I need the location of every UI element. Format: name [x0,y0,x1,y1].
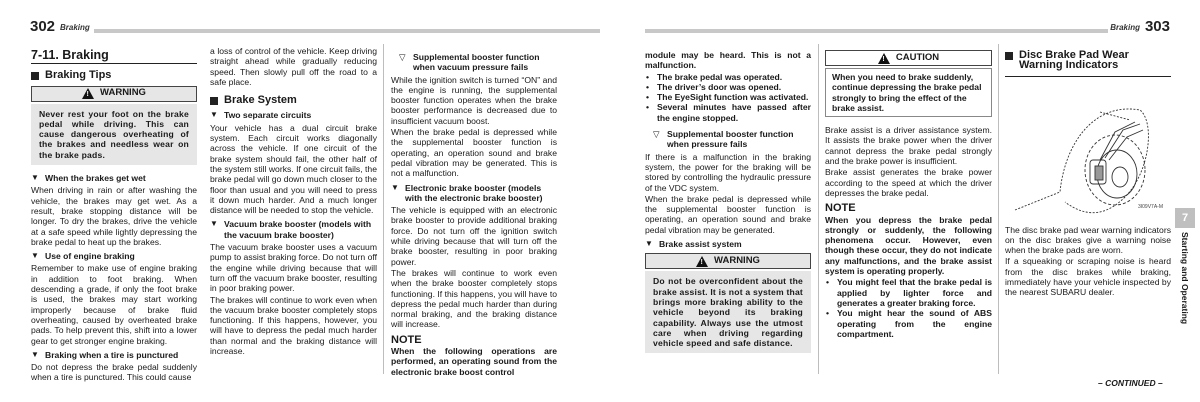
section-title-braking-tips: Braking Tips [31,70,197,80]
filled-triangle-icon: ▼ [391,182,399,192]
right-page-column-1 [645,50,811,361]
paragraph: The vehicle is equipped with an electronic brake booster to provide additional braking force. Do not turn off the ignition switch while driving because that will turn off the brake booster, resulting in poor braking power. [391,205,557,267]
page-number-left: 302 [30,18,56,35]
caution-body: When you need to brake suddenly, continue depressing the brake pedal strongly to bring the effect of the brake assist. [825,68,992,117]
column-divider [818,44,819,374]
chapter-tab-label: Starting and Operating [1180,232,1190,325]
section-title-brake-system: Brake System [210,95,377,105]
paragraph: When the brake pedal is depressed while the supplemental booster function is operating, an operation sound and brake pedal vibration may be generated. [645,193,811,235]
left-page-column-1 [31,50,197,384]
subheading-brake-assist: ▼ Brake assist system [645,239,742,250]
left-page-column-3 [391,48,557,378]
disc-brake-drawing [1005,82,1165,217]
list-item: • The EyeSight function was activated. [645,92,811,102]
paragraph: The brakes will continue to work even when the brake booster completely stops functioning. If this happens, you will have to depress the pedal much harder than during normal braking, and the braking distance will increase. [391,267,557,330]
note-title: NOTE [391,333,422,346]
note-title: NOTE [825,202,856,215]
paragraph: Brake assist generates the brake power according to the speed at which the driver depresses the brake pedal. [825,167,992,198]
illustration-id: 3I09V7A-M [1137,204,1163,211]
paragraph: When driving in rain or after washing the vehicle, the brakes may get wet. As a result, brake stopping distance will be longer. To dry the brakes, drive the vehicle at a safe speed while lightly depressing the brake pedal to heat up the brakes. [31,185,197,247]
filled-triangle-icon: ▼ [31,173,39,183]
filled-triangle-icon: ▼ [31,251,39,261]
running-head-right: Braking [1110,23,1140,32]
subheading-wet-brakes: ▼ When the brakes get wet [31,173,146,184]
chapter-tab-number: 7 [1175,208,1195,228]
subheading-engine-braking: ▼ Use of engine braking [31,251,135,262]
subheading-electronic-booster: ▼ Electronic brake booster (models with the electronic brake booster) [391,182,543,203]
caution-header: ! CAUTION [825,50,992,66]
warning-header: ! WARNING [31,86,197,102]
left-page-column-2 [210,46,377,357]
page-number-right: 303 [1144,18,1170,35]
header-bar-left [94,29,600,33]
subheading-puncture: ▼ Braking when a tire is punctured [31,349,179,360]
list-item: • Several minutes have passed after the engine stopped. [645,102,811,123]
subheading-supplemental-vacuum: ▽ Supplemental booster function when vacuum pressure fails [399,52,540,73]
subheading-supplemental-pressure: ▽ Supplemental booster function when pressure fails [653,129,794,150]
continued-label: – CONTINUED – [1098,378,1163,388]
warning-body: Do not be overconfident about the brake assist. It is not a system that brings more braking ability to the vehicle beyond its braking capability. Always use the utmost care when driving regarding vehicle speed and safe distance. [645,271,811,353]
list-item: • You might feel that the brake pedal is applied by lighter force and generates a greater braking force. [825,277,992,308]
column-divider [998,44,999,374]
paragraph: Your vehicle has a dual circuit brake system. Each circuit works diagonally across the vehicle. If one circuit of the brake system should fail, the other half of the system still works. If one circuit fails, the brake pedal will go down much closer to the floor than usual and you will need to press it down much harder. And a much longer distance will be needed to stop the vehicle. [210,122,377,216]
warning-triangle-icon [82,88,94,99]
filled-triangle-icon: ▼ [645,239,653,249]
caution-triangle-icon [878,53,890,64]
outline-triangle-icon: ▽ [399,52,406,62]
note-body: When the following operations are performed, an operating sound from the electronic brake boost control [391,346,557,377]
filled-triangle-icon: ▼ [210,219,218,229]
paragraph: Remember to make use of engine braking in addition to foot braking. When descending a grade, if only the foot brake is used, the brakes may start working improperly because of brake fluid overheating, caused by overheated brake pads. To help prevent this, shift into a lower gear to get stronger engine braking. [31,263,197,346]
column-divider [383,44,384,374]
paragraph: If a squeaking or scraping noise is heard from the disc brakes while braking, immediately have your vehicle inspected by the nearest SUBARU dealer. [1005,256,1171,298]
note-body-continued: module may be heard. This is not a malfunction. [645,50,811,71]
note-bullet-list [825,277,992,339]
section-title-pad-wear: Disc Brake Pad Wear Warning Indicators [1005,50,1171,77]
paragraph: Do not depress the brake pedal suddenly when a tire is punctured. This could cause [31,362,197,383]
filled-triangle-icon: ▼ [31,349,39,359]
paragraph: While the ignition switch is turned “ON” and the engine is running, the supplemental booster function operates when the brake booster performance is decreased due to insufficient vacuum boost. [391,74,557,126]
left-page-header [30,18,600,34]
right-page-column-2 [825,50,992,339]
running-head-left: Braking [60,23,90,32]
right-page-column-3 [1005,50,1171,299]
subheading-vacuum-booster: ▼ Vacuum brake booster (models with the vacuum brake booster) [210,219,372,240]
square-bullet-icon [31,72,39,80]
disc-brake-illustration [1005,82,1171,217]
header-bar-right [645,29,1108,33]
square-bullet-icon [1005,52,1013,60]
list-item: • The driver’s door was opened. [645,82,811,92]
paragraph: The vacuum brake booster uses a vacuum pump to assist braking force. Do not turn off the engine while driving because that will turn off the vacuum brake booster, resulting in poor braking power. [210,242,377,294]
paragraph: The brakes will continue to work even when the vacuum brake booster completely stops functioning. If this happens, however, you will have to depress the pedal much harder than normal and the braking distance will increase. [210,294,377,357]
warning-body: Never rest your foot on the brake pedal while driving. This can cause dangerous overheating of the brakes and needless wear on the brake pads. [31,104,197,165]
warning-triangle-icon [696,256,708,267]
note-body: When you depress the brake pedal strongly or suddenly, the following phenomena occur. However, even though these occur, they do not indicate any malfunctions, and the brake assist system is operating properly. [825,214,992,277]
note-bullet-list [645,72,811,123]
paragraph: Brake assist is a driver assistance system. It assists the brake power when the driver cannot depress the brake pedal strongly and the brake power is insufficient. [825,125,992,167]
square-bullet-icon [210,97,218,105]
paragraph: The disc brake pad wear warning indicators on the disc brakes give a warning noise when the brake pads are worn. [1005,224,1171,256]
warning-header: ! WARNING [645,253,811,269]
subheading-two-circuits: ▼ Two separate circuits [210,110,312,121]
filled-triangle-icon: ▼ [210,110,218,120]
right-page-header [645,18,1170,34]
chapter-title: 7-11. Braking [31,50,197,64]
paragraph: a loss of control of the vehicle. Keep driving straight ahead while gradually reducing speed. Then slowly pull off the road to a safe place. [210,46,377,87]
list-item: • You might hear the sound of ABS operating from the engine compartment. [825,308,992,339]
outline-triangle-icon: ▽ [653,129,660,140]
paragraph: When the brake pedal is depressed while the supplemental booster function is operating, an operation sound and brake pedal vibration may be generated. This is not a malfunction. [391,127,557,179]
paragraph: If there is a malfunction in the braking system, the power for the braking will be stored by controlling the hydraulic pressure of the VDC system. [645,151,811,193]
list-item: • The brake pedal was operated. [645,72,811,82]
